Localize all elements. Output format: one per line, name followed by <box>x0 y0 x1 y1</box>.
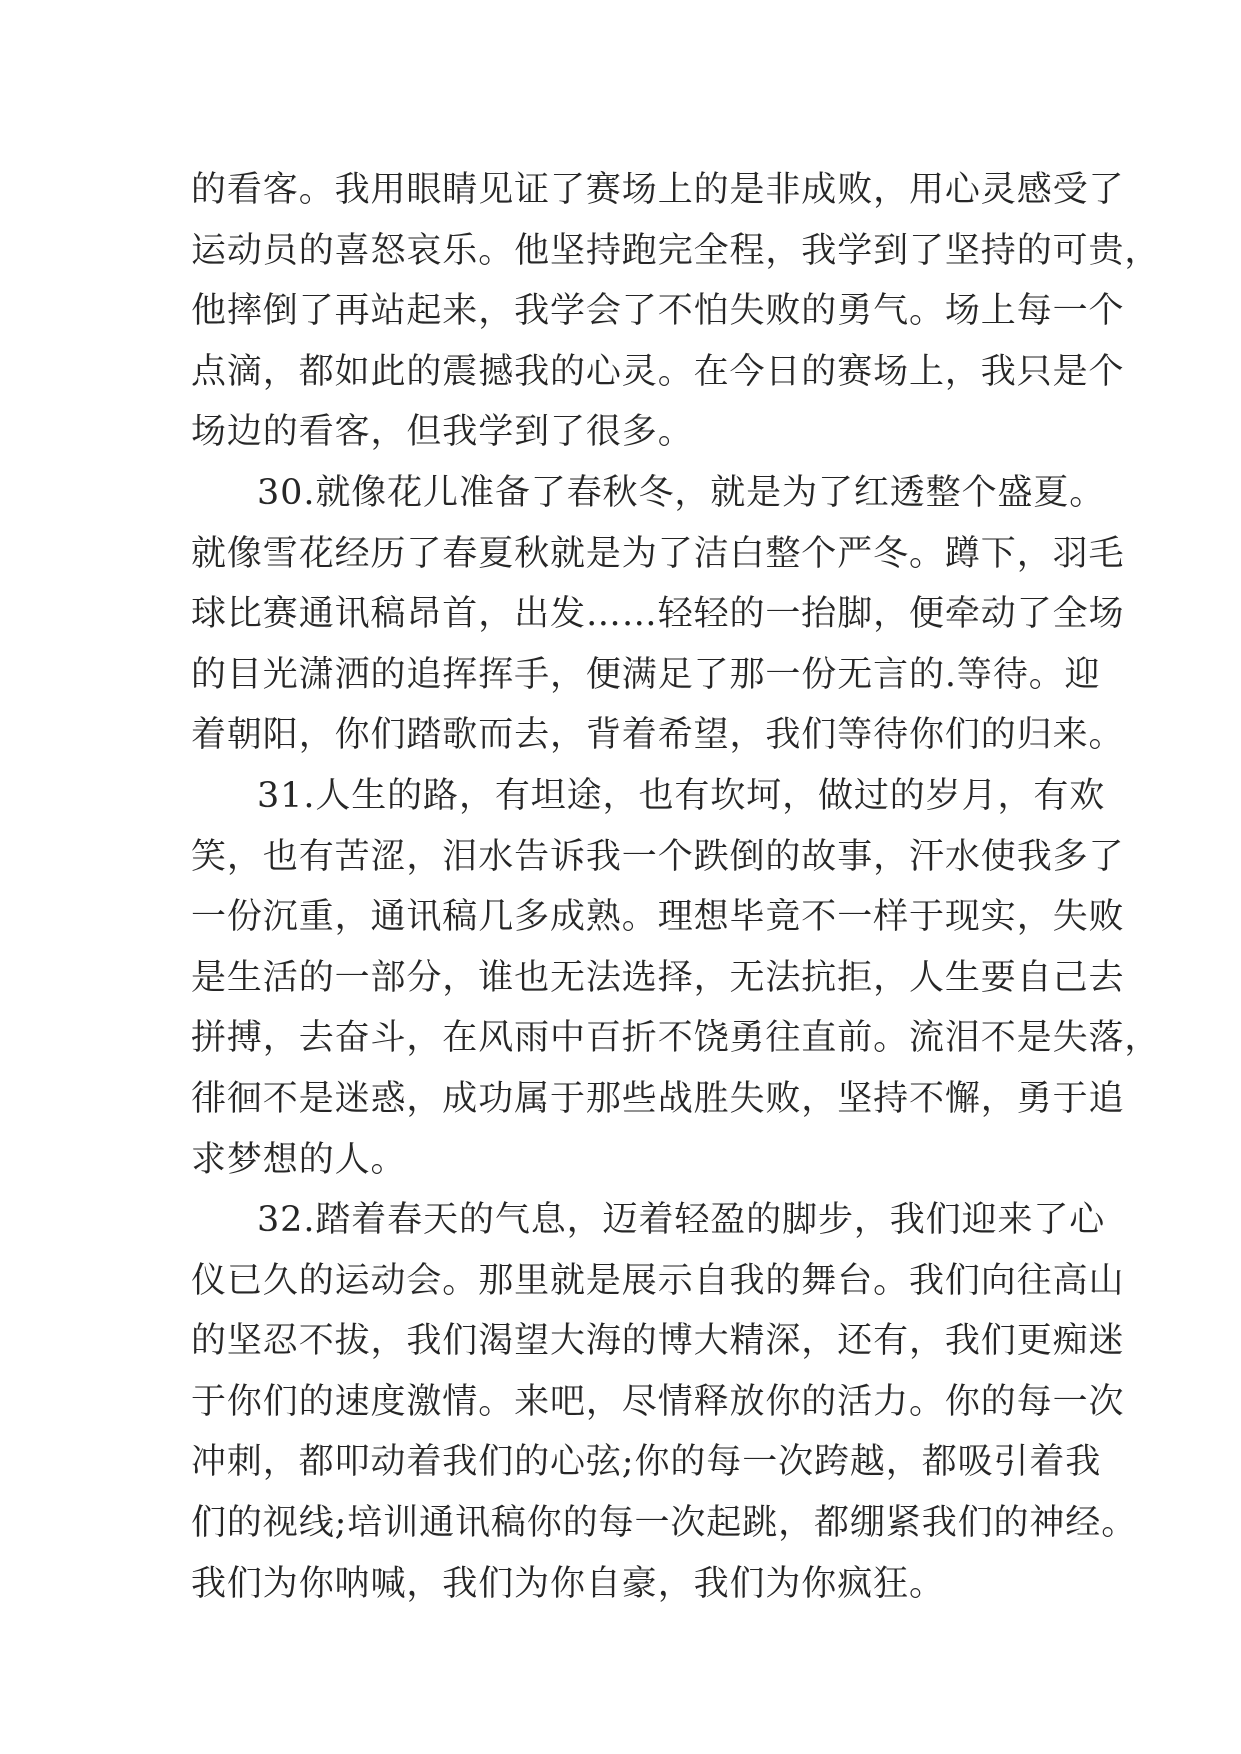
text-line: 球比赛通讯稿昂首，出发……轻轻的一抬脚，便牵动了全场 <box>191 594 1125 635</box>
text-line: 就像雪花经历了春夏秋就是为了洁白整个严冬。蹲下，羽毛 <box>191 533 1125 574</box>
text-line: 仪已久的运动会。那里就是展示自我的舞台。我们向往高山 <box>191 1260 1125 1301</box>
text-line: 求梦想的人。 <box>191 1139 407 1180</box>
document-body <box>191 160 1161 1614</box>
text-line: 一份沉重，通讯稿几多成熟。理想毕竟不一样于现实，失败 <box>191 897 1125 938</box>
text-line: 是生活的一部分，谁也无法选择，无法抗拒，人生要自己去 <box>191 957 1125 998</box>
text-line: 他摔倒了再站起来，我学会了不怕失败的勇气。场上每一个 <box>191 291 1125 332</box>
text-line: 的目光潇洒的追挥挥手，便满足了那一份无言的.等待。迎 <box>191 654 1101 695</box>
text-line: 的看客。我用眼睛见证了赛场上的是非成败，用心灵感受了 <box>191 170 1125 210</box>
text-line: 点滴，都如此的震撼我的心灵。在今日的赛场上，我只是个 <box>191 351 1125 392</box>
text-line: 运动员的喜怒哀乐。他坚持跑完全程，我学到了坚持的可贵， <box>191 230 1161 271</box>
text-line: 笑，也有苦涩，泪水告诉我一个跌倒的故事，汗水使我多了 <box>191 836 1125 877</box>
text-line: 冲刺，都叩动着我们的心弦;你的每一次跨越，都吸引着我 <box>191 1442 1102 1483</box>
paragraph-31-start: 31.人生的路，有坦途，也有坎坷，做过的岁月，有欢 <box>257 775 1106 816</box>
paragraph-32-start: 32.踏着春天的气息，迈着轻盈的脚步，我们迎来了心 <box>257 1200 1106 1241</box>
text-line: 着朝阳，你们踏歌而去，背着希望，我们等待你们的归来。 <box>191 715 1125 756</box>
text-line: 我们为你呐喊，我们为你自豪，我们为你疯狂。 <box>191 1563 945 1604</box>
text-line: 们的视线;培训通讯稿你的每一次起跳，都绷紧我们的神经。 <box>191 1503 1138 1544</box>
text-line: 的坚忍不拔，我们渴望大海的博大精深，还有，我们更痴迷 <box>191 1321 1125 1362</box>
text-line: 于你们的速度激情。来吧，尽情释放你的活力。你的每一次 <box>191 1381 1125 1422</box>
text-line: 拼搏，去奋斗，在风雨中百折不饶勇往直前。流泪不是失落， <box>191 1018 1161 1059</box>
paragraph-30-start: 30.就像花儿准备了春秋冬，就是为了红透整个盛夏。 <box>257 472 1106 513</box>
text-line: 场边的看客，但我学到了很多。 <box>191 412 694 453</box>
text-line: 徘徊不是迷惑，成功属于那些战胜失败，坚持不懈，勇于追 <box>191 1078 1125 1119</box>
